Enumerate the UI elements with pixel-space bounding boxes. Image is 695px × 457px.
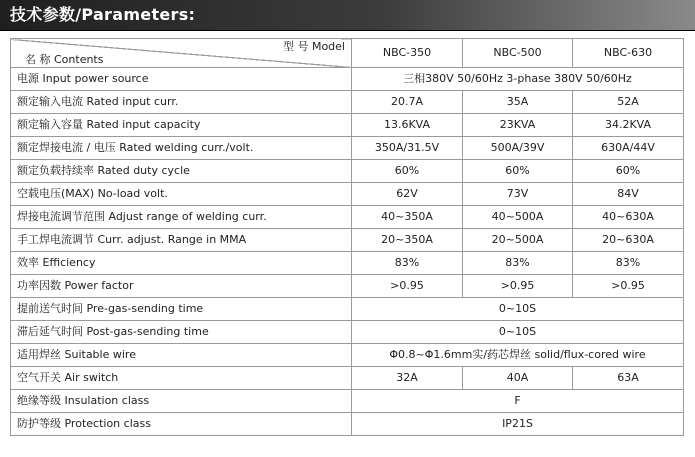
header-bar (0, 0, 695, 31)
parameter-value-all-models: IP21S (352, 413, 684, 436)
parameter-value: 20.7A (352, 91, 463, 114)
parameter-value-all-models: 0~10S (352, 298, 684, 321)
parameter-name: 手工焊电流调节 Curr. adjust. Range in MMA (11, 229, 352, 252)
parameter-value: 62V (352, 183, 463, 206)
parameter-value: 40~630A (573, 206, 684, 229)
parameter-name: 额定输入电流 Rated input curr. (11, 91, 352, 114)
parameter-value: 35A (463, 91, 573, 114)
table-row (11, 229, 684, 252)
parameter-name: 绝缘等级 Insulation class (11, 390, 352, 413)
parameter-value: 34.2KVA (573, 114, 684, 137)
corner-cell (11, 39, 352, 68)
parameter-name: 滞后延气时间 Post-gas-sending time (11, 321, 352, 344)
table-row (11, 160, 684, 183)
parameter-value: 630A/44V (573, 137, 684, 160)
table-row (11, 206, 684, 229)
parameter-value-all-models: Φ0.8~Φ1.6mm实/药芯焊丝 solid/flux-cored wire (352, 344, 684, 367)
parameter-value: 60% (463, 160, 573, 183)
table-row (11, 91, 684, 114)
parameter-value: 40~350A (352, 206, 463, 229)
parameter-value-all-models: 三相380V 50/60Hz 3-phase 380V 50/60Hz (352, 68, 684, 91)
page-title: 技术参数/Parameters: (10, 5, 196, 24)
parameter-value-all-models: 0~10S (352, 321, 684, 344)
parameter-value: >0.95 (573, 275, 684, 298)
parameter-value: 73V (463, 183, 573, 206)
parameter-name: 效率 Efficiency (11, 252, 352, 275)
parameter-value: 83% (463, 252, 573, 275)
parameter-name: 额定输入容量 Rated input capacity (11, 114, 352, 137)
parameter-name: 空载电压(MAX) No-load volt. (11, 183, 352, 206)
parameter-value: 32A (352, 367, 463, 390)
model-column-header: NBC-630 (573, 39, 684, 68)
parameter-value: 40~500A (463, 206, 573, 229)
parameter-value: 20~500A (463, 229, 573, 252)
parameter-value: 500A/39V (463, 137, 573, 160)
parameters-table (10, 38, 684, 436)
parameter-value: 60% (573, 160, 684, 183)
parameter-name: 适用焊丝 Suitable wire (11, 344, 352, 367)
parameter-value: 84V (573, 183, 684, 206)
parameter-name: 电源 Input power source (11, 68, 352, 91)
table-header-row (11, 39, 684, 68)
parameter-name: 防护等级 Protection class (11, 413, 352, 436)
parameter-value: 13.6KVA (352, 114, 463, 137)
table-row (11, 137, 684, 160)
table-row (11, 114, 684, 137)
parameter-name: 提前送气时间 Pre-gas-sending time (11, 298, 352, 321)
parameter-name: 额定负载持续率 Rated duty cycle (11, 160, 352, 183)
table-row (11, 183, 684, 206)
parameter-value: 63A (573, 367, 684, 390)
parameter-value: 52A (573, 91, 684, 114)
model-column-header: NBC-350 (352, 39, 463, 68)
parameter-value-all-models: F (352, 390, 684, 413)
parameter-value: 20~630A (573, 229, 684, 252)
table-row (11, 413, 684, 436)
table-row (11, 321, 684, 344)
parameter-value: 23KVA (463, 114, 573, 137)
table-row (11, 344, 684, 367)
table-row (11, 68, 684, 91)
parameter-value: 83% (573, 252, 684, 275)
parameter-name: 空气开关 Air switch (11, 367, 352, 390)
table-row (11, 275, 684, 298)
table-row (11, 367, 684, 390)
parameter-value: 20~350A (352, 229, 463, 252)
parameter-name: 焊接电流调节范围 Adjust range of welding curr. (11, 206, 352, 229)
model-column-header: NBC-500 (463, 39, 573, 68)
parameter-value: 60% (352, 160, 463, 183)
parameter-value: 83% (352, 252, 463, 275)
parameter-value: >0.95 (463, 275, 573, 298)
model-header-label: 型 号 Model (282, 40, 345, 53)
contents-header-label: 名 称 Contents (25, 53, 104, 66)
table-row (11, 390, 684, 413)
parameter-value: >0.95 (352, 275, 463, 298)
parameter-name: 额定焊接电流 / 电压 Rated welding curr./volt. (11, 137, 352, 160)
parameter-name: 功率因数 Power factor (11, 275, 352, 298)
table-row (11, 298, 684, 321)
parameter-value: 40A (463, 367, 573, 390)
table-row (11, 252, 684, 275)
parameter-value: 350A/31.5V (352, 137, 463, 160)
